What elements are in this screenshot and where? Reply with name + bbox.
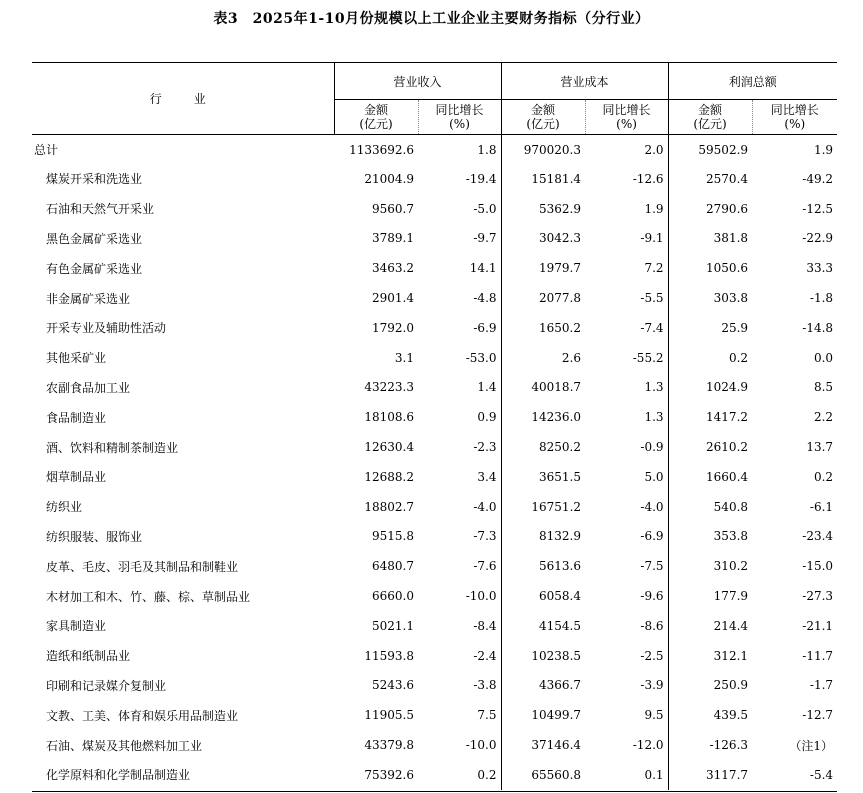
profit-amount-cell: 25.9 [721,320,749,335]
profit-growth-cell: -49.2 [802,171,834,186]
revenue-amount-cell: 11905.5 [364,708,414,723]
revenue-amount-cell: 43223.3 [364,380,414,395]
revenue-amount-cell: 5021.1 [372,618,414,633]
profit-growth-cell: 0.2 [813,469,834,484]
industry-name: 石油、煤炭及其他燃料加工业 [46,738,203,753]
cost-amount-cell: 5362.9 [539,201,582,216]
revenue-growth-cell: 7.5 [418,700,501,730]
revenue-growth-cell: 14.1 [418,253,501,283]
revenue-growth-cell: -4.8 [418,283,501,313]
revenue-amount-cell: 43379.8 [364,738,414,753]
cost-growth-cell: -8.6 [585,611,668,641]
industry-name: 文教、工美、体育和娱乐用品制造业 [46,708,239,723]
profit-amount-cell: 250.9 [713,678,749,693]
profit-growth-header: 同比增长 (%) [752,100,837,135]
industry-name: 造纸和纸制品业 [46,649,131,664]
cost-growth-cell: 7.2 [585,253,668,283]
cost-amount-cell: 4366.7 [539,678,582,693]
revenue-amount-cell: 5243.6 [372,678,414,693]
cost-amount-cell: 8132.9 [539,529,582,544]
industry-name: 黑色金属矿采选业 [46,231,143,246]
profit-header: 利润总额 [668,63,837,100]
revenue-growth-header: 同比增长 (%) [418,100,501,135]
profit-growth-cell: -14.8 [802,320,834,335]
industry-name: 家具制造业 [46,619,107,634]
industry-name: 烟草制品业 [46,470,107,485]
cost-amount-cell: 3042.3 [539,231,582,246]
cost-amount-header: 金额 (亿元) [501,100,585,135]
industry-name: 有色金属矿采选业 [46,261,143,276]
table-row [32,522,837,552]
cost-amount-cell: 4154.5 [539,618,582,633]
profit-amount-cell: 540.8 [713,499,749,514]
cost-amount-cell: 14236.0 [531,410,582,425]
profit-growth-cell: 1.9 [813,142,834,157]
revenue-amount-cell: 1133692.6 [349,142,414,157]
table-row [32,492,837,522]
table-row [32,551,837,581]
revenue-amount-cell: 6480.7 [372,559,414,574]
table-row [32,194,837,224]
profit-amount-cell: 214.4 [713,618,749,633]
industry-name: 煤炭开采和洗选业 [46,172,143,187]
industry-name: 食品制造业 [46,410,107,425]
profit-growth-cell: 33.3 [806,261,834,276]
industry-name: 印刷和记录媒介复制业 [46,678,167,693]
profit-growth-cell: 0.0 [813,350,834,365]
cost-growth-cell: -12.0 [585,730,668,760]
profit-growth-cell: -11.7 [802,648,834,663]
table-body [32,135,837,790]
revenue-growth-cell: 1.4 [418,373,501,403]
profit-amount-cell: 1024.9 [706,380,749,395]
profit-amount-cell: 3117.7 [706,767,749,782]
cost-amount-cell: 10499.7 [531,708,582,723]
profit-amount-cell: 0.2 [728,350,749,365]
table-row [32,671,837,701]
profit-amount-cell: 1660.4 [706,469,749,484]
revenue-amount-cell: 21004.9 [364,171,414,186]
industry-name: 石油和天然气开采业 [46,202,155,217]
revenue-growth-cell: 1.8 [418,135,501,165]
cost-growth-cell: -2.5 [585,641,668,671]
revenue-growth-cell: -6.9 [418,313,501,343]
revenue-amount-cell: 3.1 [394,350,414,365]
cost-growth-header: 同比增长 (%) [585,100,668,135]
revenue-growth-cell: 0.9 [418,402,501,432]
profit-growth-cell: -15.0 [802,559,834,574]
revenue-amount-cell: 3789.1 [372,231,414,246]
revenue-growth-cell: -9.7 [418,224,501,254]
cost-growth-cell: -7.5 [585,551,668,581]
cost-amount-cell: 15181.4 [531,171,582,186]
cost-amount-cell: 8250.2 [539,440,582,455]
revenue-amount-cell: 2901.4 [372,291,414,306]
revenue-growth-cell: -10.0 [418,581,501,611]
profit-amount-cell: 439.5 [713,708,749,723]
table-row [32,343,837,373]
revenue-header: 营业收入 [334,63,501,100]
cost-amount-cell: 1650.2 [539,320,582,335]
table-row [32,581,837,611]
cost-growth-cell: 1.3 [585,402,668,432]
revenue-amount-cell: 9515.8 [372,529,414,544]
profit-amount-cell: 1417.2 [706,410,749,425]
industry-name: 非金属矿采选业 [46,291,131,306]
profit-amount-cell: 1050.6 [706,261,749,276]
profit-growth-cell: -1.7 [809,678,834,693]
table-row [32,164,837,194]
industry-name: 纺织业 [46,500,83,515]
revenue-growth-cell: -19.4 [418,164,501,194]
profit-growth-cell: -23.4 [802,529,834,544]
profit-growth-cell: -6.1 [809,499,834,514]
profit-growth-cell: -1.8 [809,291,834,306]
profit-growth-cell: 8.5 [813,380,834,395]
revenue-growth-cell: -3.8 [418,671,501,701]
cost-growth-cell: -12.6 [585,164,668,194]
industry-name: 开采专业及辅助性活动 [46,321,167,336]
profit-growth-cell: -21.1 [802,618,834,633]
table-row [32,224,837,254]
table-row [32,760,837,790]
profit-amount-cell: 2790.6 [706,201,749,216]
table-row-total [32,135,837,165]
revenue-amount-cell: 9560.7 [372,201,414,216]
profit-amount-cell: 177.9 [713,589,749,604]
revenue-growth-cell: -10.0 [418,730,501,760]
table-title: 表3 2025年1-10月份规模以上工业企业主要财务指标（分行业） [213,11,650,27]
revenue-amount-cell: 12688.2 [364,469,414,484]
cost-amount-cell: 2.6 [561,350,582,365]
industry-name: 化学原料和化学制品制造业 [46,768,191,783]
profit-amount-header: 金额 (亿元) [668,100,752,135]
cost-amount-cell: 5613.6 [539,559,582,574]
industry-name: 皮革、毛皮、羽毛及其制品和制鞋业 [46,559,239,574]
revenue-amount-cell: 6660.0 [372,589,414,604]
cost-amount-cell: 37146.4 [531,738,582,753]
cost-growth-cell: 9.5 [585,700,668,730]
revenue-amount-cell: 75392.6 [364,767,414,782]
profit-growth-cell: 13.7 [806,440,834,455]
industry-name: 木材加工和木、竹、藤、棕、草制品业 [46,589,251,604]
table-row [32,730,837,760]
cost-amount-cell: 16751.2 [531,499,582,514]
revenue-growth-cell: -7.6 [418,551,501,581]
table-row [32,641,837,671]
revenue-growth-cell: -7.3 [418,522,501,552]
cost-growth-cell: 1.3 [585,373,668,403]
cost-growth-cell: 5.0 [585,462,668,492]
profit-amount-cell: 303.8 [713,291,749,306]
cost-growth-cell: -0.9 [585,432,668,462]
table-row [32,700,837,730]
profit-growth-cell: -27.3 [802,589,834,604]
revenue-amount-cell: 12630.4 [364,440,414,455]
profit-amount-cell: -126.3 [709,738,749,753]
revenue-growth-cell: -4.0 [418,492,501,522]
cost-growth-cell: -4.0 [585,492,668,522]
cost-growth-cell: -55.2 [585,343,668,373]
revenue-amount-cell: 18108.6 [364,410,414,425]
table-bottom-border [32,791,837,792]
cost-amount-cell: 1979.7 [539,261,582,276]
industry-header: 行 业 [32,63,334,135]
profit-amount-cell: 2570.4 [706,171,749,186]
profit-amount-cell: 310.2 [713,559,749,574]
table-row [32,283,837,313]
profit-growth-cell: -22.9 [802,231,834,246]
revenue-amount-cell: 18802.7 [364,499,414,514]
revenue-amount-cell: 3463.2 [372,261,414,276]
profit-growth-cell: -12.7 [802,708,834,723]
profit-growth-cell: 2.2 [813,410,834,425]
cost-growth-cell: -9.1 [585,224,668,254]
industry-name: 其他采矿业 [46,351,107,366]
table-row [32,611,837,641]
revenue-growth-cell: -53.0 [418,343,501,373]
table-row [32,373,837,403]
profit-amount-cell: 353.8 [713,529,749,544]
revenue-amount-cell: 1792.0 [372,320,414,335]
cost-growth-cell: -7.4 [585,313,668,343]
profit-growth-cell: （注1） [789,738,834,753]
profit-amount-cell: 381.8 [713,231,749,246]
cost-growth-cell: 0.1 [585,760,668,790]
cost-growth-cell: 2.0 [585,135,668,165]
cost-amount-cell: 6058.4 [539,589,582,604]
industry-name: 纺织服装、服饰业 [46,529,143,544]
revenue-amount-cell: 11593.8 [364,648,414,663]
revenue-amount-header: 金额 (亿元) [334,100,418,135]
industry-name: 农副食品加工业 [46,380,131,395]
cost-amount-cell: 2077.8 [539,291,582,306]
cost-amount-cell: 65560.8 [531,767,582,782]
industry-name: 总计 [34,143,59,157]
cost-growth-cell: -3.9 [585,671,668,701]
cost-header: 营业成本 [501,63,668,100]
table-row [32,402,837,432]
revenue-growth-cell: 0.2 [418,760,501,790]
cost-growth-cell: -9.6 [585,581,668,611]
profit-amount-cell: 312.1 [713,648,749,663]
cost-growth-cell: 1.9 [585,194,668,224]
table-row [32,253,837,283]
cost-amount-cell: 40018.7 [531,380,582,395]
financial-indicators-table [32,62,837,790]
industry-name: 酒、饮料和精制茶制造业 [46,440,179,455]
cost-growth-cell: -6.9 [585,522,668,552]
profit-growth-cell: -5.4 [809,767,834,782]
profit-growth-cell: -12.5 [802,201,834,216]
revenue-growth-cell: -2.3 [418,432,501,462]
revenue-growth-cell: -2.4 [418,641,501,671]
table-row [32,432,837,462]
table-row [32,462,837,492]
revenue-growth-cell: 3.4 [418,462,501,492]
cost-amount-cell: 10238.5 [531,648,582,663]
revenue-growth-cell: -8.4 [418,611,501,641]
profit-amount-cell: 2610.2 [706,440,749,455]
cost-growth-cell: -5.5 [585,283,668,313]
revenue-growth-cell: -5.0 [418,194,501,224]
profit-amount-cell: 59502.9 [698,142,749,157]
cost-amount-cell: 970020.3 [523,142,582,157]
table-row [32,313,837,343]
cost-amount-cell: 3651.5 [539,469,582,484]
